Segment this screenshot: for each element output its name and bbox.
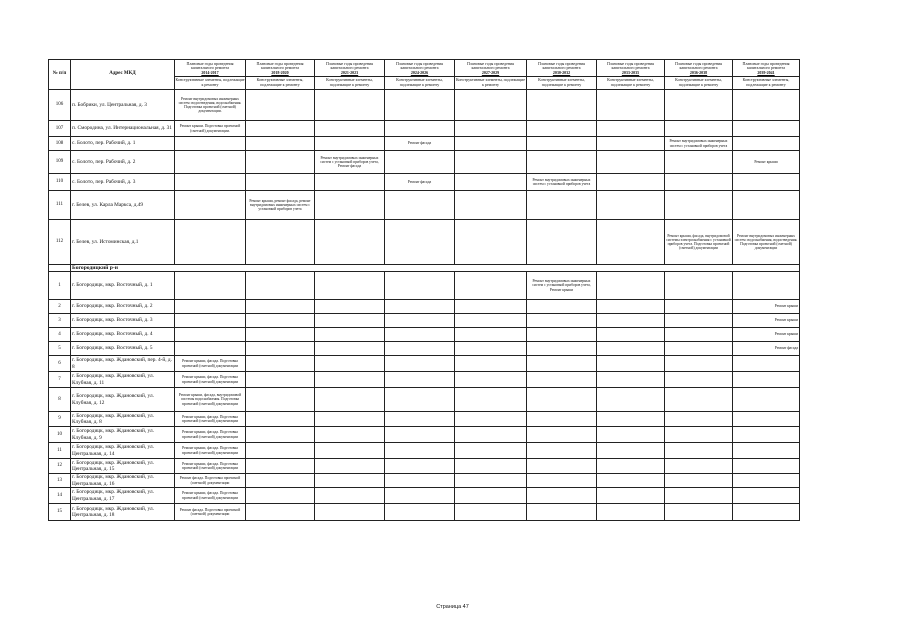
repair-work-cell: Ремонт крыши [733,300,800,314]
repair-work-cell [597,272,665,300]
row-address: г. Богородицк, мкр. Восточный, д. 3 [71,314,175,328]
repair-work-cell [527,314,597,328]
repair-work-cell: Ремонт крыши, фасада. Подготовка проектной (сметной) документации [175,427,246,443]
capital-repair-table-sheet [48,59,799,521]
repair-work-cell [455,191,527,220]
row-number: 107 [49,121,71,137]
period-header: Плановые годы проведения капитального ремонта 2033-2035 Конструктивные элементы, подлежащие к ремонту [597,60,665,90]
repair-work-cell [385,151,455,174]
repair-work-cell [665,427,733,443]
repair-work-cell [315,372,385,388]
repair-work-cell [527,328,597,342]
repair-work-cell [246,174,315,191]
repair-work-cell [733,191,800,220]
repair-work-cell [527,191,597,220]
row-address: г. Богородицк, мкр. Ждановский, ул. Клубная, д. 12 [71,388,175,412]
repair-work-cell [733,137,800,151]
row-number: 6 [49,356,71,372]
table-row [49,137,800,151]
repair-work-cell [733,504,800,521]
row-number: 10 [49,427,71,443]
repair-work-cell [733,443,800,459]
repair-work-cell [315,504,385,521]
repair-work-cell [385,388,455,412]
rows-section-b [49,272,800,521]
repair-work-cell [665,90,733,121]
repair-work-cell [246,474,315,488]
table-row [49,412,800,427]
repair-work-cell [527,372,597,388]
repair-work-cell [246,443,315,459]
repair-work-cell [597,174,665,191]
repair-work-cell [527,137,597,151]
repair-work-cell [246,412,315,427]
repair-work-cell [733,488,800,504]
row-number: 108 [49,137,71,151]
repair-work-cell [455,174,527,191]
repair-work-cell [246,459,315,474]
repair-work-cell [527,90,597,121]
table-row [49,427,800,443]
repair-work-cell [455,372,527,388]
repair-work-cell: Ремонт крыши [733,151,800,174]
repair-work-cell [385,443,455,459]
table-row [49,121,800,137]
table-row [49,504,800,521]
table-row [49,342,800,356]
repair-work-cell [455,90,527,121]
row-number: 109 [49,151,71,174]
repair-work-cell [597,372,665,388]
row-address: г. Богородицк, мкр. Ждановский, ул. Центральная, д. 14 [71,443,175,459]
table-row [49,328,800,342]
row-address: п. Смородина, ул. Интернациональная, д. 31 [71,121,175,137]
period-header: Плановые годы проведения капитального ремонта 2036-2038 Конструктивные элементы, подлежащие к ремонту [665,60,733,90]
repair-work-cell [597,90,665,121]
table-row [49,300,800,314]
row-address: с. Болото, пер. Рабочий, д. 3 [71,174,175,191]
period-header: Плановые годы проведения капитального ремонта 2021-2023 Конструктивные элементы, подлежащие к ремонту [315,60,385,90]
repair-work-cell [175,174,246,191]
repair-work-cell [665,300,733,314]
repair-work-cell [315,427,385,443]
repair-work-cell [455,137,527,151]
table-row [49,90,800,121]
repair-work-cell [455,356,527,372]
repair-work-cell: Ремонт фасада. Подготовка проектной (сметной) документации [175,474,246,488]
repair-work-cell [315,121,385,137]
district-section [49,265,800,272]
repair-work-cell [315,328,385,342]
row-address: с. Болото, пер. Рабочий, д. 1 [71,137,175,151]
repair-work-cell [455,342,527,356]
repair-work-cell [315,90,385,121]
repair-work-cell: Ремонт внутридомовых инженерных систем с установкой приборов учета [527,174,597,191]
repair-work-cell [455,459,527,474]
repair-work-cell [527,474,597,488]
repair-work-cell [315,443,385,459]
repair-work-cell [597,474,665,488]
repair-work-cell [665,388,733,412]
repair-work-cell: Ремонт крыши, фасада, внутридомовой системы водоснабжения. Подготовка проектной (сметной) документации [175,388,246,412]
repair-work-cell [175,272,246,300]
repair-work-cell [597,121,665,137]
period-header: Плановые годы проведения капитального ремонта 2027-2029 Конструктивные элементы, подлежащие к ремонту [455,60,527,90]
row-number: 112 [49,220,71,265]
repair-work-cell [175,300,246,314]
rows-section-a [49,90,800,265]
row-number: 8 [49,388,71,412]
repair-work-cell [527,151,597,174]
repair-work-cell [527,504,597,521]
repair-work-cell [527,412,597,427]
repair-work-cell [733,459,800,474]
row-address: г. Богородицк, мкр. Восточный, д. 5 [71,342,175,356]
repair-work-cell [733,474,800,488]
repair-work-cell: Ремонт внутридомовых инженерных систем: водоотведения, водоснабжения. Подготовка проектной (сметной) документации. [175,90,246,121]
repair-work-cell [455,412,527,427]
row-number: 5 [49,342,71,356]
repair-work-cell [665,151,733,174]
repair-work-cell [733,174,800,191]
row-number: 11 [49,443,71,459]
table-row [49,443,800,459]
repair-work-cell [527,388,597,412]
repair-work-cell: Ремонт крыши [733,314,800,328]
repair-work-cell [385,356,455,372]
row-address: г. Богородицк, мкр. Ждановский, ул. Клубная, д. 8 [71,412,175,427]
repair-work-cell [315,412,385,427]
row-address: г. Богородицк, мкр. Ждановский, ул. Клубная, д. 9 [71,427,175,443]
repair-work-cell [246,121,315,137]
repair-work-cell [665,488,733,504]
repair-work-cell [527,356,597,372]
repair-work-cell [455,443,527,459]
repair-work-cell [385,488,455,504]
repair-work-cell [665,314,733,328]
repair-work-cell [315,356,385,372]
repair-work-cell [315,174,385,191]
repair-work-cell [733,356,800,372]
repair-work-cell: Ремонт фасада [733,342,800,356]
repair-work-cell [175,151,246,174]
repair-work-cell [455,314,527,328]
repair-work-cell [246,220,315,265]
repair-work-cell [315,300,385,314]
repair-work-cell [175,220,246,265]
repair-work-cell [597,356,665,372]
repair-work-cell: Ремонт фасада. Подготовка проектной (сметной) документации [175,504,246,521]
table-row [49,191,800,220]
repair-work-cell [175,191,246,220]
repair-work-cell [665,443,733,459]
repair-work-cell [455,474,527,488]
repair-work-cell [455,272,527,300]
repair-work-cell [597,388,665,412]
repair-work-cell [385,90,455,121]
period-header: Плановые годы проведения капитального ремонта 2030-2032 Конструктивные элементы, подлежащие к ремонту [527,60,597,90]
repair-work-cell [246,90,315,121]
row-number: 2 [49,300,71,314]
repair-work-cell: Ремонт внутридомовых инженерных систем с установкой приборов учета, Ремонт крыши [527,272,597,300]
table-row [49,474,800,488]
repair-work-cell [597,137,665,151]
table-row [49,151,800,174]
table-row [49,488,800,504]
repair-work-cell [246,151,315,174]
repair-work-cell [733,121,800,137]
repair-work-cell [455,488,527,504]
repair-work-cell [597,459,665,474]
row-address: г. Богородицк, мкр. Восточный, д. 2 [71,300,175,314]
period-header: Плановые годы проведения капитального ремонта 2039-2041 Конструктивные элементы, подлежащие к ремонту [733,60,800,90]
repair-work-cell [455,220,527,265]
repair-work-cell [385,427,455,443]
row-address: г. Богородицк, мкр. Ждановский, ул. Центральная, д. 16 [71,474,175,488]
row-number: 106 [49,90,71,121]
repair-work-cell [246,272,315,300]
repair-work-cell: Ремонт крыши, фасада. Подготовка проектной (сметной) документации [175,443,246,459]
repair-work-cell [527,427,597,443]
repair-work-cell [597,504,665,521]
repair-work-cell [597,220,665,265]
repair-work-cell [385,272,455,300]
row-address: г. Белев, ул. Истоминская, д.1 [71,220,175,265]
repair-work-cell: Ремонт крыши, фасада. Подготовка проектной (сметной) документации [175,372,246,388]
repair-work-cell [315,474,385,488]
repair-work-cell [733,272,800,300]
repair-work-cell [665,328,733,342]
repair-work-cell [597,488,665,504]
row-address: г. Богородицк, мкр. Восточный, д. 1 [71,272,175,300]
row-address: г. Богородицк, мкр. Ждановский, ул. Центральная, д. 18 [71,504,175,521]
repair-work-cell [665,342,733,356]
repair-work-cell [315,191,385,220]
repair-work-cell [385,474,455,488]
repair-work-cell [455,121,527,137]
repair-work-cell [385,300,455,314]
repair-work-cell [665,121,733,137]
table-row [49,372,800,388]
repair-work-cell [246,504,315,521]
table-row [49,220,800,265]
repair-work-cell [665,474,733,488]
repair-work-cell [385,459,455,474]
repair-work-cell [175,137,246,151]
repair-work-cell [246,372,315,388]
repair-work-cell [665,356,733,372]
repair-work-cell [385,314,455,328]
row-number: 4 [49,328,71,342]
row-address: п. Бобрики, ул. Центральная, д. 3 [71,90,175,121]
repair-work-cell [665,372,733,388]
repair-work-cell [246,427,315,443]
repair-work-cell [665,459,733,474]
row-address: г. Богородицк, мкр. Ждановский, ул. Центральная, д. 15 [71,459,175,474]
col-number-header: № п/п [49,60,71,90]
repair-work-cell [527,220,597,265]
repair-work-cell [385,412,455,427]
row-address: г. Богородицк, мкр. Ждановский, ул. Клубная, д. 11 [71,372,175,388]
row-number: 14 [49,488,71,504]
repair-work-cell [527,121,597,137]
repair-work-cell [315,220,385,265]
repair-work-cell [597,328,665,342]
repair-work-cell [455,300,527,314]
repair-work-cell [246,328,315,342]
repair-work-cell [665,272,733,300]
repair-work-cell [175,314,246,328]
repair-work-cell [527,300,597,314]
repair-work-cell: Ремонт крыши, фасада. Подготовка проектной (сметной) документации [175,459,246,474]
table-row [49,174,800,191]
repair-work-cell [733,90,800,121]
repair-work-cell [733,372,800,388]
repair-work-cell [175,342,246,356]
repair-work-cell [597,427,665,443]
repair-work-cell [597,314,665,328]
repair-work-cell [597,300,665,314]
repair-work-cell [455,504,527,521]
repair-work-cell [597,191,665,220]
repair-work-cell: Ремонт внутридомовых инженерных систем: водоснабжения, водоотведения. Подготовка проектной (сметной) документации [733,220,800,265]
repair-work-cell [246,388,315,412]
period-header: Плановые годы проведения капитального ремонта 2014-2017 Конструктивные элементы, подлежащие к ремонту [175,60,246,90]
row-number: 15 [49,504,71,521]
row-number: 7 [49,372,71,388]
repair-work-cell [385,342,455,356]
col-address-header: Адрес МКД [71,60,175,90]
repair-work-cell [315,388,385,412]
row-number: 3 [49,314,71,328]
repair-work-cell: Ремонт внутридомовых инженерных систем с установкой приборов учета, Ремонт фасада [315,151,385,174]
repair-work-cell [597,151,665,174]
repair-work-cell [175,328,246,342]
row-number: 111 [49,191,71,220]
repair-work-cell [315,272,385,300]
district-title: Богородицкий р-н [71,265,800,272]
repair-work-cell [246,137,315,151]
repair-work-cell [385,328,455,342]
repair-work-cell: Ремонт внутридомовых инженерных систем с установкой приборов учета [665,137,733,151]
repair-work-cell [733,427,800,443]
repair-work-cell: Ремонт крыши. Подготовка проектной (сметной) документации. [175,121,246,137]
repair-work-cell [315,488,385,504]
repair-work-cell [455,151,527,174]
repair-work-cell [733,388,800,412]
repair-work-cell: Ремонт фасада [385,174,455,191]
period-header: Плановые годы проведения капитального ремонта 2018-2020 Конструктивные элементы, подлежащие к ремонту [246,60,315,90]
repair-work-cell [315,342,385,356]
row-number: 13 [49,474,71,488]
table-row [49,388,800,412]
repair-work-cell [527,443,597,459]
row-number: 12 [49,459,71,474]
table-row [49,459,800,474]
row-number: 9 [49,412,71,427]
repair-work-cell [455,328,527,342]
repair-work-cell: Ремонт крыши, фасада. Подготовка проектной (сметной) документации [175,356,246,372]
repair-work-cell [665,412,733,427]
row-address: г. Богородицк, мкр. Ждановский, ул. Центральная, д. 17 [71,488,175,504]
repair-work-cell [597,412,665,427]
repair-schedule-table [48,59,800,521]
repair-work-cell [385,220,455,265]
repair-work-cell [385,372,455,388]
repair-work-cell [665,191,733,220]
row-number: 1 [49,272,71,300]
repair-work-cell [385,121,455,137]
row-address: с. Болото, пер. Рабочий, д. 2 [71,151,175,174]
repair-work-cell [315,314,385,328]
repair-work-cell [315,459,385,474]
repair-work-cell [665,504,733,521]
table-row [49,272,800,300]
repair-work-cell [733,412,800,427]
repair-work-cell [455,388,527,412]
repair-work-cell [315,137,385,151]
table-row [49,356,800,372]
period-header: Плановые годы проведения капитального ремонта 2024-2026 Конструктивные элементы, подлежащие к ремонту [385,60,455,90]
row-address: г. Богородицк, мкр. Ждановский, пер. 4-й, д. 8 [71,356,175,372]
repair-work-cell [246,488,315,504]
table-row [49,314,800,328]
repair-work-cell [246,356,315,372]
repair-work-cell [527,488,597,504]
row-address: г. Белев, ул. Карла Маркса, д.49 [71,191,175,220]
repair-work-cell [455,427,527,443]
repair-work-cell [665,174,733,191]
repair-work-cell: Ремонт фасада [385,137,455,151]
repair-work-cell [385,504,455,521]
row-address: г. Богородицк, мкр. Восточный, д. 4 [71,328,175,342]
repair-work-cell [246,314,315,328]
page-number: Страница 47 [436,604,469,610]
repair-work-cell: Ремонт крыши, фасада. Подготовка проектной (сметной) документации [175,488,246,504]
repair-work-cell: Ремонт крыши, фасада, внутридомовой системы электроснабжения с установкой приборов учета. Подготовка проектной (сметной) документации [665,220,733,265]
repair-work-cell [527,342,597,356]
repair-work-cell [527,459,597,474]
repair-work-cell [385,191,455,220]
row-number: 110 [49,174,71,191]
repair-work-cell: Ремонт крыши, ремонт фасада, ремонт внутридомовых инженерных систем с установкой приборов учета [246,191,315,220]
header-row [49,60,800,90]
repair-work-cell [597,342,665,356]
repair-work-cell: Ремонт крыши [733,328,800,342]
repair-work-cell: Ремонт крыши, фасада. Подготовка проектной (сметной) документации [175,412,246,427]
repair-work-cell [246,300,315,314]
district-row [49,265,800,272]
repair-work-cell [597,443,665,459]
repair-work-cell [246,342,315,356]
